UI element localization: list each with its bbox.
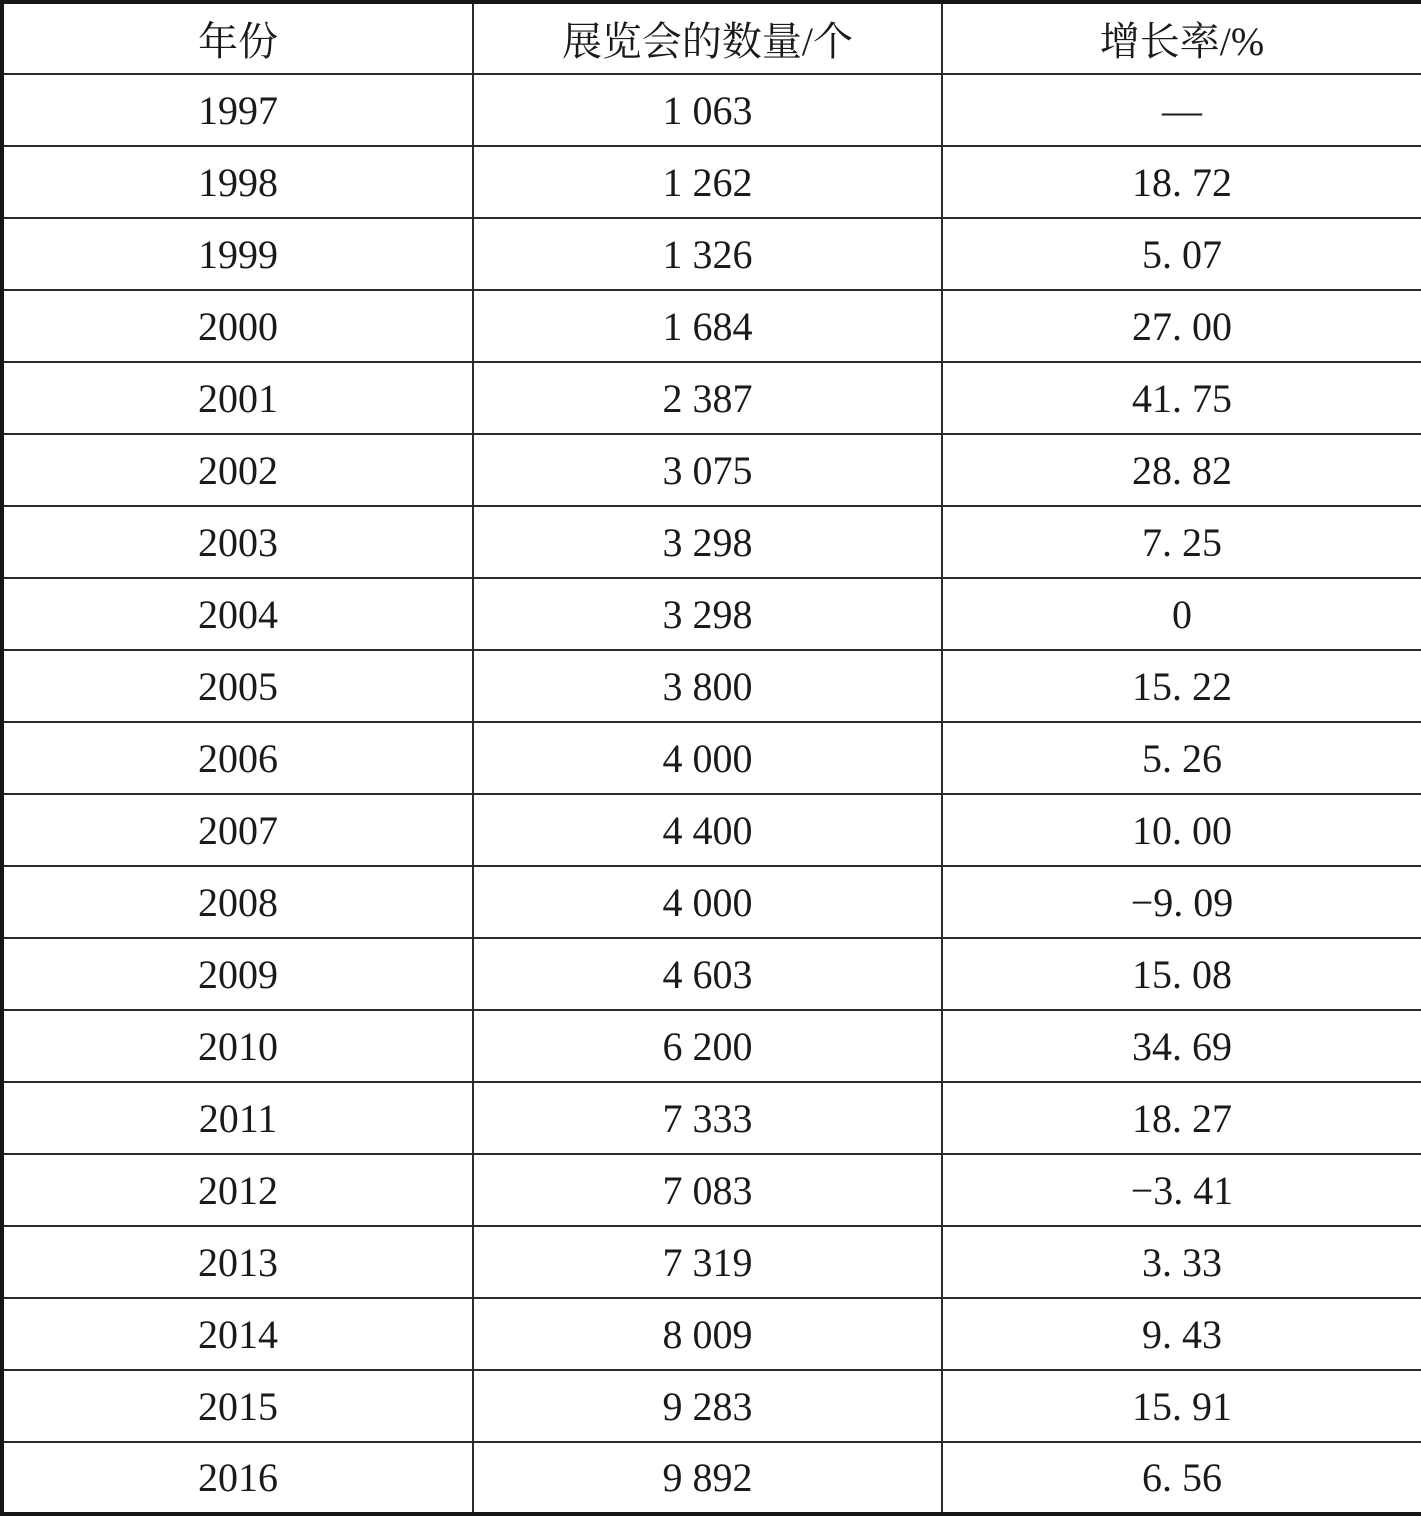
year-cell: 1998: [2, 146, 473, 218]
growth-rate-cell: 9. 43: [942, 1298, 1421, 1370]
exhibition-count-cell: 6 200: [473, 1010, 942, 1082]
table-row: [2, 506, 1421, 578]
exhibition-count-cell: 1 262: [473, 146, 942, 218]
year-cell: 2002: [2, 434, 473, 506]
year-cell: 2009: [2, 938, 473, 1010]
table-header-row: [2, 2, 1421, 74]
table-row: [2, 1298, 1421, 1370]
year-cell: 2007: [2, 794, 473, 866]
growth-rate-cell: 5. 26: [942, 722, 1421, 794]
growth-rate-cell: 28. 82: [942, 434, 1421, 506]
exhibition-count-cell: 1 684: [473, 290, 942, 362]
table-row: [2, 794, 1421, 866]
growth-rate-cell: −9. 09: [942, 866, 1421, 938]
exhibition-count-cell: 4 603: [473, 938, 942, 1010]
exhibition-count-cell: 9 892: [473, 1442, 942, 1514]
growth-rate-cell: 7. 25: [942, 506, 1421, 578]
table-row: [2, 938, 1421, 1010]
year-cell: 2005: [2, 650, 473, 722]
year-cell: 1999: [2, 218, 473, 290]
growth-rate-cell: 41. 75: [942, 362, 1421, 434]
growth-rate-cell: 18. 72: [942, 146, 1421, 218]
exhibition-count-cell: 7 319: [473, 1226, 942, 1298]
year-cell: 2012: [2, 1154, 473, 1226]
header-exhibition-count: 展览会的数量/个: [473, 2, 942, 74]
growth-rate-cell: 27. 00: [942, 290, 1421, 362]
growth-rate-cell: 6. 56: [942, 1442, 1421, 1514]
year-cell: 2000: [2, 290, 473, 362]
year-cell: 2015: [2, 1370, 473, 1442]
growth-rate-cell: 18. 27: [942, 1082, 1421, 1154]
table-row: [2, 290, 1421, 362]
exhibition-count-cell: 7 083: [473, 1154, 942, 1226]
growth-rate-cell: 5. 07: [942, 218, 1421, 290]
growth-rate-cell: 0: [942, 578, 1421, 650]
year-cell: 2016: [2, 1442, 473, 1514]
exhibition-count-cell: 4 000: [473, 866, 942, 938]
table-row: [2, 578, 1421, 650]
table-row: [2, 1082, 1421, 1154]
exhibition-count-cell: 4 400: [473, 794, 942, 866]
exhibition-count-cell: 2 387: [473, 362, 942, 434]
exhibition-count-cell: 1 326: [473, 218, 942, 290]
exhibition-count-cell: 7 333: [473, 1082, 942, 1154]
year-cell: 2001: [2, 362, 473, 434]
year-cell: 2008: [2, 866, 473, 938]
table-row: [2, 74, 1421, 146]
year-cell: 2010: [2, 1010, 473, 1082]
year-cell: 2011: [2, 1082, 473, 1154]
header-growth-rate: 增长率/%: [942, 2, 1421, 74]
table-row: [2, 434, 1421, 506]
exhibition-count-cell: 8 009: [473, 1298, 942, 1370]
table-row: [2, 866, 1421, 938]
growth-rate-cell: 10. 00: [942, 794, 1421, 866]
table-row: [2, 1370, 1421, 1442]
exhibition-count-cell: 9 283: [473, 1370, 942, 1442]
table-row: [2, 362, 1421, 434]
table-row: [2, 1226, 1421, 1298]
table-row: [2, 146, 1421, 218]
year-cell: 2004: [2, 578, 473, 650]
exhibition-count-cell: 3 298: [473, 578, 942, 650]
year-cell: 2013: [2, 1226, 473, 1298]
year-cell: 2006: [2, 722, 473, 794]
exhibition-count-cell: 1 063: [473, 74, 942, 146]
exhibition-count-cell: 4 000: [473, 722, 942, 794]
growth-rate-cell: 34. 69: [942, 1010, 1421, 1082]
growth-rate-cell: —: [942, 74, 1421, 146]
exhibition-count-cell: 3 075: [473, 434, 942, 506]
table-row: [2, 722, 1421, 794]
growth-rate-cell: 3. 33: [942, 1226, 1421, 1298]
table-row: [2, 1154, 1421, 1226]
year-cell: 2014: [2, 1298, 473, 1370]
year-cell: 2003: [2, 506, 473, 578]
table-row: [2, 218, 1421, 290]
table-row: [2, 1442, 1421, 1514]
table-row: [2, 1010, 1421, 1082]
exhibition-count-cell: 3 298: [473, 506, 942, 578]
table-row: [2, 650, 1421, 722]
growth-rate-cell: 15. 91: [942, 1370, 1421, 1442]
growth-rate-cell: 15. 08: [942, 938, 1421, 1010]
exhibition-count-cell: 3 800: [473, 650, 942, 722]
year-cell: 1997: [2, 74, 473, 146]
header-year: 年份: [2, 2, 473, 74]
growth-rate-cell: 15. 22: [942, 650, 1421, 722]
growth-rate-cell: −3. 41: [942, 1154, 1421, 1226]
